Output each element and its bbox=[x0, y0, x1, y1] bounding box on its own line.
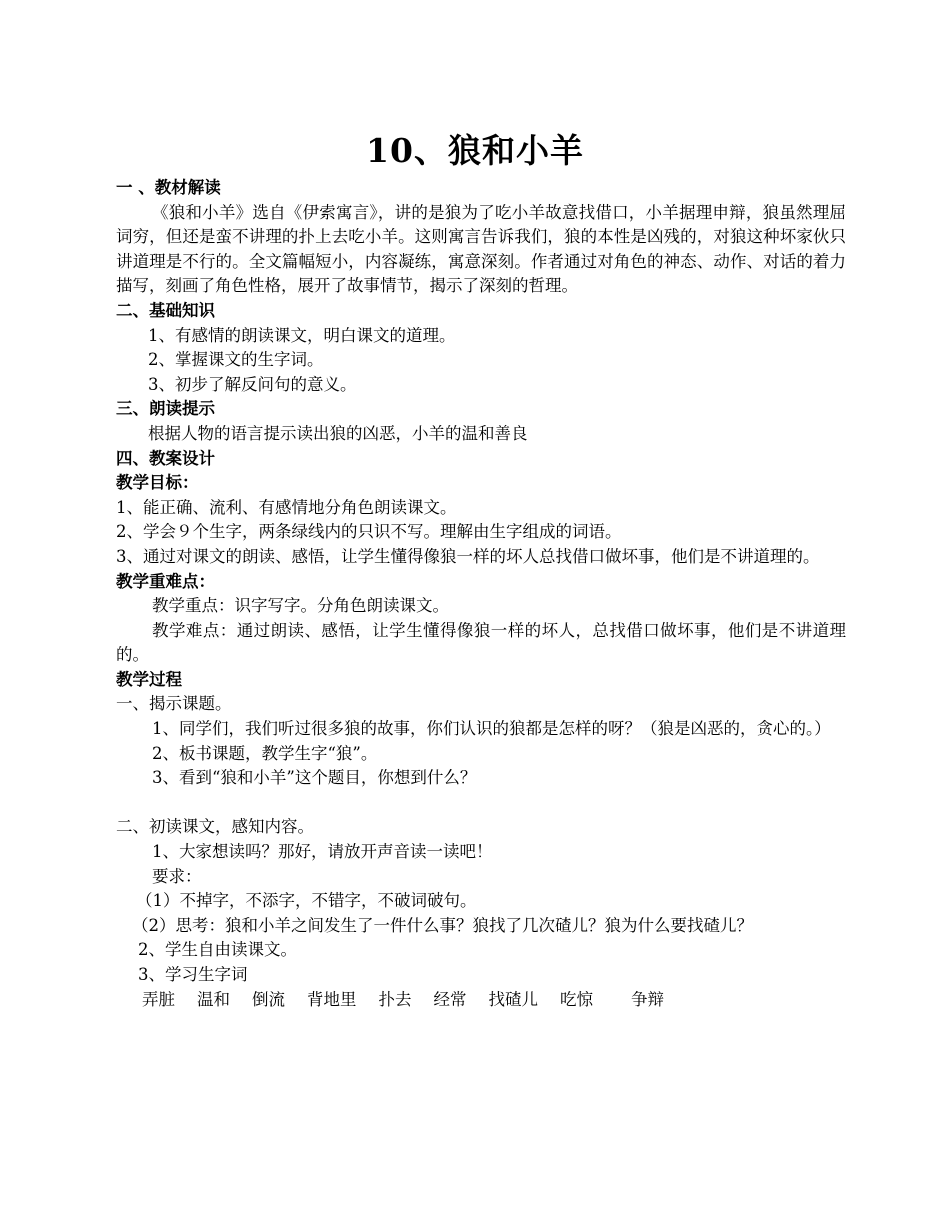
step2-item-3: 3、学习生字词 bbox=[138, 965, 248, 984]
section-heading-basics: 二、基础知识 bbox=[116, 300, 215, 320]
step2-item-1: 1、大家想读吗？那好，请放开声音读一读吧！ bbox=[152, 842, 493, 862]
requirements-label: 要求： bbox=[152, 866, 202, 886]
vocab-word: 扑去 bbox=[378, 989, 412, 1009]
page-title: 10、狼和小羊 bbox=[366, 131, 584, 170]
difficult-point: 教学难点：通过朗读、感悟，让学生懂得像狼一样的坏人，总找借口做坏事，他们是不讲道理的。 bbox=[116, 620, 846, 665]
textbook-paragraph: 《狼和小羊》选自《伊索寓言》，讲的是狼为了吃小羊故意找借口，小羊据理申辩，狼虽然理屈词穷，但还是蛮不讲理的扑上去吃小羊。这则寓言告诉我们，狼的本性是凶残的，对狼这种坏家伙只讲道理是不行的。全文篇幅短小，内容凝练，寓意深刻。作者通过对角色的神态、动作、对话的着力描写，刻画了角色性格，展开了故事情节，揭示了深刻的哲理。 bbox=[116, 202, 846, 296]
basics-item-2: 2、掌握课文的生字词。 bbox=[148, 350, 324, 370]
vocab-word: 温和 bbox=[197, 989, 230, 1009]
basics-item-1: 1、有感情的朗读课文，明白课文的道理。 bbox=[148, 325, 456, 345]
goal-item-1: 1、能正确、流利、有感情地分角色朗读课文。 bbox=[116, 497, 457, 517]
step1-item-2: 2、板书课题，教学生字“狼”。 bbox=[152, 743, 378, 763]
key-point: 教学重点：识字写字。分角色朗读课文。 bbox=[152, 596, 449, 616]
document-body bbox=[116, 176, 846, 1012]
requirement-1: （1）不掉字，不添字，不错字，不破词破句。 bbox=[136, 891, 477, 911]
process-heading: 教学过程 bbox=[116, 669, 182, 689]
spacer bbox=[116, 791, 846, 816]
requirement-2: （2）思考：狼和小羊之间发生了一件什么事？狼找了几次碴儿？狼为什么要找碴儿？ bbox=[132, 915, 753, 935]
vocab-word: 找碴儿 bbox=[488, 989, 538, 1009]
step1-item-1: 1、同学们，我们听过很多狼的故事，你们认识的狼都是怎样的呀？（狼是凶恶的，贪心的。） bbox=[152, 719, 831, 739]
goal-item-2: 2、学会９个生字，两条绿线内的只识不写。理解由生字组成的词语。 bbox=[116, 522, 622, 542]
vocab-word: 吃惊 bbox=[560, 989, 593, 1009]
vocab-word: 争辩 bbox=[631, 989, 664, 1009]
step1-heading: 一、揭示课题。 bbox=[116, 694, 232, 714]
basics-item-3: 3、初步了解反问句的意义。 bbox=[148, 374, 357, 394]
section-heading-textbook: 一 、教材解读 bbox=[116, 178, 221, 197]
goal-item-3: 3、通过对课文的朗读、感悟，让学生懂得像狼一样的坏人总找借口做坏事，他们是不讲道理的。 bbox=[116, 546, 820, 566]
section-heading-reading-tips: 三、朗读提示 bbox=[116, 399, 215, 419]
step2-item-2: 2、学生自由读课文。 bbox=[138, 940, 297, 960]
vocab-word: 背地里 bbox=[307, 989, 357, 1009]
step1-item-3: 3、看到“狼和小羊”这个题目，你想到什么？ bbox=[152, 768, 477, 788]
vocab-list bbox=[116, 988, 846, 1013]
vocab-word: 倒流 bbox=[252, 989, 285, 1009]
vocab-word: 弄脏 bbox=[142, 989, 175, 1009]
reading-tips-text: 根据人物的语言提示读出狼的凶恶，小羊的温和善良 bbox=[148, 423, 528, 443]
section-heading-lesson-plan: 四、教案设计 bbox=[116, 448, 215, 468]
vocab-word: 经常 bbox=[433, 989, 467, 1009]
key-points-heading: 教学重难点： bbox=[116, 571, 215, 591]
goals-heading: 教学目标： bbox=[116, 473, 199, 493]
step2-heading: 二、初读课文，感知内容。 bbox=[116, 817, 314, 837]
